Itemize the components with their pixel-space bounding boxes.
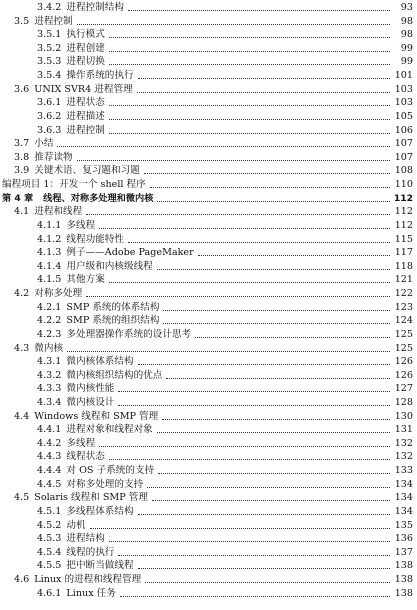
dot-leader — [128, 241, 390, 243]
toc-entry-number: 4.1.1 — [37, 219, 62, 231]
toc-entry-number: 3.6 — [14, 83, 30, 95]
dot-leader — [118, 404, 390, 406]
toc-entry-page: 115 — [394, 233, 413, 245]
toc-entry-page: 138 — [394, 560, 413, 572]
toc-entry-page: 122 — [394, 288, 413, 300]
toc-entry-title: 多线程 — [66, 437, 96, 449]
dot-leader — [77, 159, 390, 161]
toc-entry-page: 127 — [394, 383, 413, 395]
toc-entry-page: 132 — [394, 437, 413, 449]
toc-entry-number: 4.2.1 — [37, 301, 62, 313]
toc-entry-title: SMP 系统的体系结构 — [66, 301, 160, 313]
dot-leader — [138, 363, 390, 365]
dot-leader — [138, 77, 390, 79]
toc-entry-title: 微内核性能 — [66, 383, 115, 395]
toc-entry-title: 对称多处理的支持 — [66, 478, 144, 490]
toc-entry-number: 4.4.5 — [37, 478, 62, 490]
toc-entry-title: 编程项目 1：开发一个 shell 程序 — [2, 179, 146, 191]
toc-entry — [0, 110, 417, 123]
toc-entry-title: 用户级和内核级线程 — [66, 260, 153, 272]
toc-entry-number: 4.1.3 — [37, 247, 62, 259]
toc-entry-title: Linux 的进程和线程管理 — [34, 574, 142, 586]
toc-entry-page: 107 — [394, 151, 413, 163]
toc-entry — [0, 314, 417, 327]
toc-entry — [0, 328, 417, 341]
toc-entry-title: 操作系统的执行 — [66, 70, 134, 82]
toc-entry-page: 98 — [400, 15, 413, 27]
toc-entry — [0, 55, 417, 68]
toc-entry-number: 4.5.3 — [37, 533, 62, 545]
toc-entry — [0, 69, 417, 82]
dot-leader — [147, 486, 390, 488]
dot-leader — [145, 581, 390, 583]
toc-entry-page: 112 — [394, 206, 413, 218]
toc-entry-number: 4.5.1 — [37, 505, 62, 517]
toc-entry-number: 4.2.3 — [37, 328, 62, 340]
toc-entry-title: 动机 — [66, 519, 86, 531]
toc-entry-page: 134 — [394, 505, 413, 517]
dot-leader — [138, 513, 390, 515]
dot-leader — [109, 132, 390, 134]
toc-entry — [0, 287, 417, 300]
toc-entry-number: 4.1 — [14, 206, 30, 218]
toc-entry-number: 4.3.3 — [37, 383, 62, 395]
toc-chapter — [0, 192, 417, 205]
toc-entry-page: 125 — [394, 342, 413, 354]
toc-entry-number: 4.6 — [14, 574, 30, 586]
toc-entry — [0, 382, 417, 395]
toc-entry-page: 107 — [394, 138, 413, 150]
toc-entry-number: 4.1.5 — [37, 274, 62, 286]
toc-entry — [0, 124, 417, 137]
toc-entry-page: 106 — [394, 124, 413, 136]
toc-entry-number: 4.5.2 — [37, 519, 62, 531]
dot-leader — [157, 268, 390, 270]
toc-entry-page: 110 — [394, 179, 413, 191]
toc-entry-page: 101 — [394, 70, 413, 82]
toc-entry — [0, 464, 417, 477]
dot-leader — [198, 254, 390, 256]
toc-entry-title: 对称多处理 — [34, 288, 83, 300]
toc-entry — [0, 301, 417, 314]
toc-entry-number: 4.3.1 — [37, 356, 62, 368]
toc-entry — [0, 505, 417, 518]
toc-entry-title: 关键术语、复习题和习题 — [34, 165, 140, 177]
toc-entry-title: 进程创建 — [66, 42, 105, 54]
toc-entry-page: 138 — [394, 574, 413, 586]
toc-entry — [0, 546, 417, 559]
toc-entry-title: 线程的执行 — [66, 546, 115, 558]
toc-entry-number: 4.2 — [14, 288, 30, 300]
dot-leader — [138, 567, 390, 569]
toc-entry-title: 微内核体系结构 — [66, 356, 134, 368]
toc-entry-title: 例子——Adobe PageMaker — [66, 247, 194, 259]
dot-leader — [157, 200, 390, 202]
toc-entry-title: 多处理器操作系统的设计思考 — [66, 328, 192, 340]
toc-entry-page: 132 — [394, 451, 413, 463]
toc-entry-page: 130 — [394, 410, 413, 422]
toc-entry — [0, 342, 417, 355]
dot-leader — [144, 172, 390, 174]
toc-entry-number: 3.8 — [14, 151, 30, 163]
toc-entry — [0, 83, 417, 96]
dot-leader — [109, 458, 390, 460]
toc-entry-title: Windows 线程和 SMP 管理 — [34, 410, 159, 422]
toc-entry-number: 第 4 章 — [2, 192, 34, 204]
toc-entry — [0, 437, 417, 450]
toc-entry-title: 微内核 — [34, 342, 64, 354]
dot-leader — [120, 595, 390, 597]
toc-entry — [0, 219, 417, 232]
dot-leader — [109, 118, 390, 120]
toc-entry-number: 4.4 — [14, 410, 30, 422]
toc-entry — [0, 410, 417, 423]
toc-entry-title: 线程功能特性 — [66, 233, 124, 245]
toc-entry — [0, 233, 417, 246]
toc-entry-title: 其他方案 — [66, 274, 105, 286]
toc-entry-page: 99 — [400, 56, 413, 68]
dot-leader — [128, 9, 390, 11]
dot-leader — [166, 377, 390, 379]
toc-entry — [0, 96, 417, 109]
dot-leader — [109, 63, 390, 65]
toc-entry — [0, 151, 417, 164]
toc-entry-page: 126 — [394, 369, 413, 381]
dot-leader — [163, 309, 390, 311]
toc-entry-number: 4.2.2 — [37, 315, 62, 327]
toc-entry — [0, 559, 417, 572]
toc-entry — [0, 164, 417, 177]
toc-entry-number: 4.4.4 — [37, 465, 62, 477]
toc-entry-title: 进程控制结构 — [66, 2, 124, 13]
dot-leader — [86, 213, 390, 215]
toc-entry — [0, 42, 417, 55]
toc-entry-page: 103 — [394, 97, 413, 109]
toc-entry-title: 微内核设计 — [66, 396, 115, 408]
toc-entry-title: 进程结构 — [66, 533, 105, 545]
toc-entry-page: 134 — [394, 492, 413, 504]
dot-leader — [67, 350, 390, 352]
toc-entry — [0, 246, 417, 259]
toc-entry-number: 3.4.2 — [37, 2, 62, 13]
toc-entry — [0, 519, 417, 532]
toc-entry-title: 进程状态 — [66, 97, 105, 109]
toc-entry-title: Linux 任务 — [66, 587, 116, 599]
toc-entry-number: 3.6.1 — [37, 97, 62, 109]
toc-entry-page: 103 — [394, 83, 413, 95]
toc-entry-title: 进程控制 — [34, 15, 73, 27]
toc-entry-number: 3.5 — [14, 15, 30, 27]
toc-entry-page: 112 — [393, 192, 413, 204]
toc-entry-number: 3.6.3 — [37, 124, 62, 136]
toc-entry-number: 4.1.2 — [37, 233, 62, 245]
dot-leader — [109, 281, 390, 283]
toc-entry-page: 135 — [394, 519, 413, 531]
toc-entry-number: 3.5.4 — [37, 70, 62, 82]
toc-entry-page: 112 — [394, 219, 413, 231]
toc-entry-number: 3.5.1 — [37, 29, 62, 41]
toc-entry-page: 123 — [394, 301, 413, 313]
toc-entry-page: 128 — [394, 396, 413, 408]
toc-entry-page: 126 — [394, 356, 413, 368]
toc-entry-number: 4.5 — [14, 492, 30, 504]
dot-leader — [158, 472, 390, 474]
dot-leader — [99, 445, 390, 447]
toc-entry-number: 3.6.2 — [37, 110, 62, 122]
toc-entry-page: 118 — [394, 260, 413, 272]
toc-entry-title: 线程、对称多处理和微内核 — [43, 192, 154, 204]
dot-leader — [118, 554, 390, 556]
toc-entry-number: 4.5.4 — [37, 546, 62, 558]
toc-entry-number: 4.4.1 — [37, 424, 62, 436]
toc-entry-page: 93 — [400, 2, 413, 13]
toc-entry-title: 把中断当做线程 — [66, 560, 134, 572]
toc-entry — [0, 423, 417, 436]
dot-leader — [150, 186, 390, 188]
toc-entry — [0, 1, 417, 14]
toc-entry — [0, 369, 417, 382]
toc-entry-page: 108 — [394, 165, 413, 177]
toc-entry-number: 4.6.1 — [37, 587, 62, 599]
toc-entry-page: 99 — [400, 42, 413, 54]
toc-entry-title: 线程状态 — [66, 451, 105, 463]
dot-leader — [109, 104, 390, 106]
dot-leader — [163, 322, 390, 324]
toc-entry-page: 138 — [394, 587, 413, 599]
dot-leader — [137, 91, 390, 93]
toc-entry-page: 117 — [394, 247, 413, 259]
toc-entry-number: 4.3.4 — [37, 396, 62, 408]
toc-entry-title: Solaris 线程和 SMP 管理 — [34, 492, 148, 504]
dot-leader — [157, 431, 390, 433]
toc-entry — [0, 355, 417, 368]
toc-entry-title: 进程控制 — [66, 124, 105, 136]
dot-leader — [86, 295, 390, 297]
toc-entry — [0, 587, 417, 600]
dot-leader — [109, 540, 390, 542]
toc-entry-number: 4.5.5 — [37, 560, 62, 572]
toc-entry — [0, 273, 417, 286]
toc-entry — [0, 532, 417, 545]
dot-leader — [162, 418, 390, 420]
toc-entry — [0, 178, 417, 191]
toc-entry-page: 98 — [400, 29, 413, 41]
toc-entry-title: 多线程 — [66, 219, 96, 231]
toc-entry-title: 进程对象和线程对象 — [66, 424, 153, 436]
toc-entry — [0, 260, 417, 273]
toc-entry-number: 4.3 — [14, 342, 30, 354]
toc-entry — [0, 28, 417, 41]
toc-entry-number: 4.4.2 — [37, 437, 62, 449]
toc-entry — [0, 478, 417, 491]
toc-entry-number: 3.7 — [14, 138, 30, 150]
toc-entry-page: 133 — [394, 465, 413, 477]
dot-leader — [109, 36, 390, 38]
dot-leader — [152, 499, 390, 501]
dot-leader — [99, 227, 390, 229]
toc-entry-title: 执行模式 — [66, 29, 105, 41]
toc-entry-page: 137 — [394, 546, 413, 558]
dot-leader — [57, 145, 390, 147]
toc-entry-page: 124 — [394, 315, 413, 327]
toc-entry-page: 134 — [394, 478, 413, 490]
toc-entry-page: 121 — [394, 274, 413, 286]
toc-entry — [0, 137, 417, 150]
dot-leader — [195, 336, 390, 338]
toc-entry-number: 4.1.4 — [37, 260, 62, 272]
dot-leader — [109, 50, 390, 52]
toc-entry-title: 进程描述 — [66, 110, 105, 122]
dot-leader — [118, 390, 390, 392]
toc-entry-number: 3.5.2 — [37, 42, 62, 54]
toc-entry — [0, 205, 417, 218]
toc-entry-title: 多线程体系结构 — [66, 505, 134, 517]
toc-entry — [0, 491, 417, 504]
toc-entry — [0, 396, 417, 409]
toc-entry — [0, 450, 417, 463]
toc-entry-page: 136 — [394, 533, 413, 545]
toc-entry-title: 小结 — [34, 138, 54, 150]
toc-entry — [0, 573, 417, 586]
toc-entry-title: 推荐读物 — [34, 151, 73, 163]
toc-entry-page: 105 — [394, 110, 413, 122]
toc-entry-page: 131 — [394, 424, 413, 436]
dot-leader — [90, 527, 390, 529]
toc-entry-title: 进程和线程 — [34, 206, 83, 218]
toc-entry-number: 3.9 — [14, 165, 30, 177]
toc-entry-number: 3.5.3 — [37, 56, 62, 68]
dot-leader — [77, 23, 390, 25]
toc-entry-title: SMP 系统的组织结构 — [66, 315, 160, 327]
toc-entry-title: 进程切换 — [66, 56, 105, 68]
toc-entry-title: 对 OS 子系统的支持 — [66, 465, 155, 477]
toc-entry-title: 微内核组织结构的优点 — [66, 369, 163, 381]
toc-entry-page: 125 — [394, 328, 413, 340]
toc-entry-title: UNIX SVR4 进程管理 — [34, 83, 133, 95]
toc-entry-number: 4.4.3 — [37, 451, 62, 463]
toc-entry-number: 4.3.2 — [37, 369, 62, 381]
toc-entry — [0, 15, 417, 28]
